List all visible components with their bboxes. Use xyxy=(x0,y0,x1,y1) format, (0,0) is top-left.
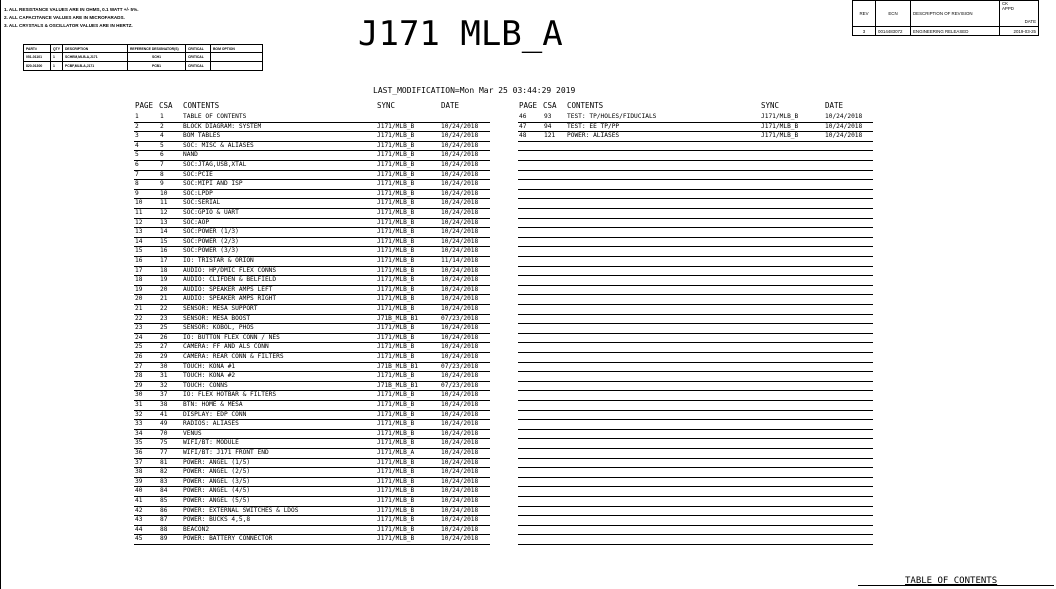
toc-cell-contents: SOC:AOP xyxy=(183,218,210,226)
parts-header-description: DESCRIPTION xyxy=(62,45,127,53)
toc-cell-sync: J171/MLB_B xyxy=(377,439,415,447)
toc-cell-contents: TEST: EE TP/PP xyxy=(567,122,620,130)
toc-cell-sync: J171/MLB_B xyxy=(377,468,415,476)
toc-cell-sync: J171/MLB_B xyxy=(377,141,415,149)
toc-cell-page: 24 xyxy=(135,333,143,341)
toc-cell-page: 47 xyxy=(519,122,527,130)
rev-header-date: DATE xyxy=(1024,19,1036,24)
toc-cell-csa: 81 xyxy=(160,458,168,466)
toc-cell-page: 37 xyxy=(135,458,143,466)
toc-cell-page: 33 xyxy=(135,420,143,428)
toc-cell-contents: POWER: ANGEL (1/5) xyxy=(183,458,251,466)
toc-cell-sync: J171/MLB_B xyxy=(377,497,415,504)
toc-cell-sync: J171/MLB_B xyxy=(377,305,415,312)
toc-cell-csa: 27 xyxy=(160,343,168,351)
footer-line xyxy=(858,585,1054,586)
toc-cell-sync: J171/MLB_B xyxy=(377,353,415,360)
toc-cell-date: 10/24/2018 xyxy=(441,266,479,274)
toc-cell-sync: J171/MLB_B xyxy=(377,333,415,341)
toc-cell-page: 14 xyxy=(135,237,143,245)
toc-cell-csa: 89 xyxy=(160,535,168,543)
toc-cell-sync: J171/MLB_B xyxy=(377,391,415,399)
toc-cell-date: 10/24/2018 xyxy=(441,497,479,504)
toc-cell-csa: 12 xyxy=(160,209,168,216)
toc-cell-csa: 77 xyxy=(160,449,168,456)
table-row xyxy=(518,534,873,545)
toc-cell-page: 36 xyxy=(135,449,143,456)
toc-cell-csa: 21 xyxy=(160,295,168,303)
general-notes xyxy=(4,6,138,30)
toc-cell-csa: 88 xyxy=(160,525,168,533)
toc-cell-contents: IO: BUTTON FLEX CONN / NES xyxy=(183,333,280,341)
toc-cell-contents: POWER: ALIASES xyxy=(567,132,620,140)
toc-cell-csa: 9 xyxy=(160,180,164,188)
toc-cell-sync: J71B_MLB_B1 xyxy=(377,314,418,322)
parts-cell xyxy=(210,53,262,62)
toc-cell-contents: SENSOR: MESA SUPPORT xyxy=(183,305,258,312)
sheet-title-table-of-contents: TABLE OF CONTENTS xyxy=(905,576,998,586)
toc-cell-contents: POWER: ANGEL (2/5) xyxy=(183,468,251,476)
toc-cell-contents: POWER: BUCKS 4,5,8 xyxy=(183,516,251,524)
parts-cell: SCHEM,MLB-A,J171 xyxy=(62,53,127,62)
rev-cell-date-value: 2019-03-25 xyxy=(1013,28,1036,34)
toc-cell-date: 10/24/2018 xyxy=(441,189,479,197)
toc-cell-page: 17 xyxy=(135,266,143,274)
parts-cell: 1 xyxy=(51,62,63,71)
toc-left-header-csa: CSA xyxy=(159,101,173,110)
toc-cell-sync: J171/MLB_B xyxy=(377,180,415,188)
toc-cell-contents: CAMERA: FF AND ALS CONN xyxy=(183,343,269,351)
toc-right-header-csa: CSA xyxy=(543,101,557,110)
toc-cell-contents: POWER: ANGEL (4/5) xyxy=(183,487,251,495)
revision-row xyxy=(853,27,1039,36)
toc-cell-csa: 87 xyxy=(160,516,168,524)
toc-cell-page: 45 xyxy=(135,535,143,543)
toc-cell-sync: J171/MLB_B xyxy=(377,199,415,207)
toc-cell-date: 10/24/2018 xyxy=(441,228,479,236)
parts-cell: CRITICAL xyxy=(185,62,210,71)
parts-cell: CRITICAL xyxy=(185,53,210,62)
parts-header-part: PART# xyxy=(24,45,51,53)
toc-cell-contents: SOC:SERIAL xyxy=(183,199,221,207)
toc-cell-page: 29 xyxy=(135,381,143,389)
toc-cell-sync: J171/MLB_B xyxy=(377,189,415,197)
toc-cell-page: 16 xyxy=(135,257,143,264)
parts-table xyxy=(23,44,263,71)
table-row xyxy=(134,534,490,545)
toc-cell-sync: J71B_MLB_B1 xyxy=(377,362,418,370)
toc-cell-csa: 85 xyxy=(160,497,168,504)
toc-cell-csa: 13 xyxy=(160,218,168,226)
toc-cell-page: 41 xyxy=(135,497,143,504)
toc-cell-contents: BLOCK DIAGRAM: SYSTEM xyxy=(183,122,262,130)
toc-cell-date: 10/24/2018 xyxy=(441,487,479,495)
toc-cell-date: 10/24/2018 xyxy=(825,132,863,140)
toc-cell-date: 10/24/2018 xyxy=(441,141,479,149)
toc-cell-sync: J171/MLB_B xyxy=(377,170,415,178)
toc-cell-page: 27 xyxy=(135,362,143,370)
schematic-title: J171 MLB_A xyxy=(358,14,563,54)
toc-cell-date: 10/24/2018 xyxy=(441,525,479,533)
toc-cell-csa: 84 xyxy=(160,487,168,495)
toc-cell-contents: SOC:PCIE xyxy=(183,170,213,178)
toc-cell-contents: SOC: MISC & ALIASES xyxy=(183,141,254,149)
toc-cell-contents: TOUCH: KONA #1 xyxy=(183,362,236,370)
toc-right-header-date: DATE xyxy=(825,101,844,110)
rev-header-rev: REV xyxy=(853,1,876,27)
toc-cell-csa: 94 xyxy=(544,122,552,130)
toc-cell-csa: 19 xyxy=(160,276,168,284)
toc-cell-date: 10/24/2018 xyxy=(441,151,479,159)
toc-cell-csa: 93 xyxy=(544,113,552,120)
toc-cell-date: 10/24/2018 xyxy=(441,468,479,476)
rev-cell-description: ENGINEERING RELEASED xyxy=(911,27,1000,36)
parts-header-qty: QTY xyxy=(51,45,63,53)
toc-cell-csa: 8 xyxy=(160,170,164,178)
toc-cell-contents: NAND xyxy=(183,151,198,159)
toc-cell-page: 20 xyxy=(135,295,143,303)
toc-cell-date: 10/24/2018 xyxy=(441,209,479,216)
toc-left-header-contents: CONTENTS xyxy=(183,101,220,110)
toc-cell-page: 40 xyxy=(135,487,143,495)
toc-cell-date: 10/24/2018 xyxy=(441,401,479,408)
toc-cell-contents: IO: TRISTAR & ORION xyxy=(183,257,254,264)
parts-header-refdes: REFERENCE DESIGNATOR(S) xyxy=(127,45,185,53)
toc-cell-sync: J171/MLB_B xyxy=(377,525,415,533)
toc-cell-sync: J171/MLB_B xyxy=(377,161,415,168)
toc-cell-sync: J171/MLB_B xyxy=(377,324,415,332)
parts-header-critical: CRITICAL xyxy=(185,45,210,53)
toc-right-header-page: PAGE xyxy=(519,101,538,110)
toc-cell-sync: J171/MLB_B xyxy=(377,506,415,514)
toc-cell-csa: 22 xyxy=(160,305,168,312)
toc-cell-page: 1 xyxy=(135,113,139,120)
toc-cell-csa: 16 xyxy=(160,247,168,255)
toc-cell-page: 18 xyxy=(135,276,143,284)
toc-cell-page: 12 xyxy=(135,218,143,226)
toc-cell-csa: 4 xyxy=(160,132,164,140)
toc-cell-date: 10/24/2018 xyxy=(441,132,479,140)
toc-cell-contents: BOM TABLES xyxy=(183,132,221,140)
toc-cell-csa: 70 xyxy=(160,429,168,437)
parts-table-header xyxy=(24,45,263,53)
toc-cell-csa: 86 xyxy=(160,506,168,514)
toc-cell-sync: J171/MLB_B xyxy=(377,257,415,264)
toc-cell-contents: POWER: ANGEL (3/5) xyxy=(183,477,251,485)
toc-cell-date: 10/24/2018 xyxy=(441,276,479,284)
toc-cell-date: 10/24/2018 xyxy=(441,324,479,332)
toc-cell-csa: 31 xyxy=(160,372,168,380)
toc-cell-page: 3 xyxy=(135,132,139,140)
toc-cell-page: 2 xyxy=(135,122,139,130)
toc-cell-csa: 15 xyxy=(160,237,168,245)
toc-cell-contents: IO: FLEX HOTBAR & FILTERS xyxy=(183,391,277,399)
toc-cell-csa: 17 xyxy=(160,257,168,264)
last-modification: LAST_MODIFICATION=Mon Mar 25 03:44:29 2019 xyxy=(373,86,576,95)
toc-cell-date: 11/14/2018 xyxy=(441,257,479,264)
toc-cell-sync: J171/MLB_A xyxy=(377,449,415,456)
toc-cell-date: 10/24/2018 xyxy=(441,506,479,514)
toc-left-column xyxy=(134,101,490,546)
parts-cell: PCBF,MLB-A,J171 xyxy=(62,62,127,71)
toc-cell-sync: J171/MLB_B xyxy=(377,420,415,428)
toc-left-header-date: DATE xyxy=(441,101,460,110)
toc-cell-sync: J171/MLB_B xyxy=(377,247,415,255)
toc-cell-contents: WIFI/BT: J171 FRONT END xyxy=(183,449,269,456)
toc-cell-date: 10/24/2018 xyxy=(441,295,479,303)
toc-cell-date: 10/24/2018 xyxy=(441,170,479,178)
right-border-line xyxy=(0,0,1,589)
toc-cell-csa: 83 xyxy=(160,477,168,485)
toc-cell-date: 10/24/2018 xyxy=(441,458,479,466)
toc-cell-page: 23 xyxy=(135,324,143,332)
toc-cell-sync: J171/MLB_B xyxy=(377,458,415,466)
toc-cell-page: 39 xyxy=(135,477,143,485)
toc-cell-sync: J171/MLB_B xyxy=(377,535,415,543)
toc-cell-csa: 1 xyxy=(160,113,164,120)
toc-cell-page: 42 xyxy=(135,506,143,514)
toc-right-header-contents: CONTENTS xyxy=(567,101,604,110)
toc-cell-sync: J171/MLB_B xyxy=(377,151,415,159)
toc-cell-contents: AUDIO: SPEAKER AMPS LEFT xyxy=(183,285,273,293)
toc-cell-csa: 7 xyxy=(160,161,164,168)
note-2: 2. ALL CAPACITANCE VALUES ARE IN MICROFARADS. xyxy=(4,15,125,20)
revision-block xyxy=(852,0,1039,36)
toc-cell-csa: 5 xyxy=(160,141,164,149)
toc-cell-contents: DISPLAY: EDP CONN xyxy=(183,410,247,418)
toc-cell-page: 46 xyxy=(519,113,527,120)
toc-cell-contents: BTN: HOME & MESA xyxy=(183,401,243,408)
toc-cell-date: 10/24/2018 xyxy=(441,161,479,168)
toc-cell-page: 48 xyxy=(519,132,527,140)
revision-header xyxy=(853,1,1039,27)
toc-cell-contents: SENSOR: MESA BOOST xyxy=(183,314,251,322)
toc-cell-page: 26 xyxy=(135,353,143,360)
rev-header-ck-appd xyxy=(1000,1,1039,27)
toc-cell-csa: 30 xyxy=(160,362,168,370)
toc-cell-page: 19 xyxy=(135,285,143,293)
toc-cell-csa: 11 xyxy=(160,199,168,207)
toc-cell-sync: J171/MLB_B xyxy=(377,122,415,130)
parts-cell: SCH1 xyxy=(127,53,185,62)
toc-cell-csa: 82 xyxy=(160,468,168,476)
toc-cell-csa: 14 xyxy=(160,228,168,236)
toc-cell-sync: J171/MLB_B xyxy=(761,122,799,130)
toc-cell-csa: 18 xyxy=(160,266,168,274)
toc-cell-contents: AUDIO: CLIFDEN & BELFIELD xyxy=(183,276,277,284)
toc-left-header-sync: SYNC xyxy=(377,101,396,110)
toc-cell-date: 10/24/2018 xyxy=(441,449,479,456)
toc-cell-sync: J171/MLB_B xyxy=(377,209,415,216)
rev-header-description: DESCRIPTION OF REVISION xyxy=(911,1,1000,27)
toc-cell-date: 10/24/2018 xyxy=(441,305,479,312)
toc-cell-date: 10/24/2018 xyxy=(441,429,479,437)
toc-cell-date: 10/24/2018 xyxy=(441,285,479,293)
note-3: 3. ALL CRYSTALS & OSCILLATOR VALUES ARE IN HERTZ. xyxy=(4,23,133,28)
toc-cell-page: 34 xyxy=(135,429,143,437)
toc-cell-csa: 38 xyxy=(160,401,168,408)
toc-cell-date: 10/24/2018 xyxy=(441,420,479,428)
toc-cell-sync: J171/MLB_B xyxy=(377,410,415,418)
toc-cell-contents: AUDIO: SPEAKER AMPS RIGHT xyxy=(183,295,277,303)
toc-cell-csa: 32 xyxy=(160,381,168,389)
toc-cell-contents: AUDIO: HP/DMIC FLEX CONNS xyxy=(183,266,277,274)
toc-cell-contents: VENUS xyxy=(183,429,202,437)
toc-cell-contents: SOC:POWER (3/3) xyxy=(183,247,239,255)
toc-cell-sync: J171/MLB_B xyxy=(377,295,415,303)
toc-cell-page: 32 xyxy=(135,410,143,418)
toc-cell-page: 30 xyxy=(135,391,143,399)
toc-cell-page: 25 xyxy=(135,343,143,351)
toc-cell-csa: 49 xyxy=(160,420,168,428)
rev-cell-date xyxy=(1000,27,1039,36)
toc-cell-csa: 25 xyxy=(160,324,168,332)
toc-cell-contents: SOC:GPIO & UART xyxy=(183,209,239,216)
toc-right-column xyxy=(518,101,873,546)
toc-cell-csa: 2 xyxy=(160,122,164,130)
toc-cell-date: 10/24/2018 xyxy=(441,122,479,130)
note-1: 1. ALL RESISTANCE VALUES ARE IN OHMS, 0.1 WATT +/- 5%. xyxy=(4,7,139,12)
toc-cell-contents: CAMERA: REAR CONN & FILTERS xyxy=(183,353,284,360)
toc-cell-page: 21 xyxy=(135,305,143,312)
toc-cell-page: 15 xyxy=(135,247,143,255)
toc-cell-sync: J171/MLB_B xyxy=(377,237,415,245)
toc-cell-date: 10/24/2018 xyxy=(441,439,479,447)
toc-cell-sync: J171/MLB_B xyxy=(377,401,415,408)
toc-cell-csa: 6 xyxy=(160,151,164,159)
toc-right-header-sync: SYNC xyxy=(761,101,780,110)
toc-cell-contents: SOC:LPDP xyxy=(183,189,213,197)
toc-cell-sync: J71B_MLB_B1 xyxy=(377,381,418,389)
toc-cell-contents: TABLE OF CONTENTS xyxy=(183,113,247,120)
toc-cell-date: 10/24/2018 xyxy=(441,333,479,341)
toc-cell-date: 07/23/2018 xyxy=(441,362,479,370)
toc-cell-contents: SOC:JTAG,USB,XTAL xyxy=(183,161,247,168)
toc-cell-date: 10/24/2018 xyxy=(441,516,479,524)
toc-cell-csa: 75 xyxy=(160,439,168,447)
toc-cell-date: 10/24/2018 xyxy=(441,477,479,485)
toc-cell-contents: SOC:POWER (1/3) xyxy=(183,228,239,236)
rev-header-ckappd-label: CK APPD xyxy=(1002,1,1014,11)
toc-cell-page: 31 xyxy=(135,401,143,408)
toc-cell-page: 11 xyxy=(135,209,143,216)
toc-cell-csa: 41 xyxy=(160,410,168,418)
toc-cell-date: 10/24/2018 xyxy=(825,122,863,130)
toc-cell-page: 5 xyxy=(135,151,139,159)
toc-cell-contents: POWER: ANGEL (5/5) xyxy=(183,497,251,504)
toc-cell-sync: J171/MLB_B xyxy=(377,218,415,226)
toc-cell-date: 07/23/2018 xyxy=(441,314,479,322)
toc-cell-sync: J171/MLB_B xyxy=(761,113,799,120)
parts-row xyxy=(24,53,263,62)
toc-cell-page: 8 xyxy=(135,180,139,188)
toc-cell-sync: J171/MLB_B xyxy=(761,132,799,140)
toc-cell-sync: J171/MLB_B xyxy=(377,276,415,284)
toc-cell-sync: J171/MLB_B xyxy=(377,429,415,437)
toc-cell-date: 10/24/2018 xyxy=(441,353,479,360)
parts-header-bom-option: BOM OPTION xyxy=(210,45,262,53)
toc-cell-contents: SENSOR: KOBOL, PHOS xyxy=(183,324,254,332)
toc-cell-page: 43 xyxy=(135,516,143,524)
toc-cell-date: 10/24/2018 xyxy=(441,247,479,255)
toc-cell-date: 10/24/2018 xyxy=(441,535,479,543)
toc-cell-contents: SOC:POWER (2/3) xyxy=(183,237,239,245)
toc-cell-csa: 20 xyxy=(160,285,168,293)
toc-cell-date: 10/24/2018 xyxy=(441,391,479,399)
parts-cell: 820-01300 xyxy=(24,62,51,71)
toc-cell-sync: J171/MLB_B xyxy=(377,477,415,485)
toc-left-header-page: PAGE xyxy=(135,101,154,110)
toc-cell-csa: 26 xyxy=(160,333,168,341)
rev-header-ecn: ECN xyxy=(876,1,911,27)
parts-cell: PCB1 xyxy=(127,62,185,71)
toc-cell-page: 22 xyxy=(135,314,143,322)
toc-cell-csa: 37 xyxy=(160,391,168,399)
toc-cell-page: 7 xyxy=(135,170,139,178)
toc-cell-contents: TEST: TP/HOLES/FIDUCIALS xyxy=(567,113,657,120)
toc-cell-sync: J171/MLB_B xyxy=(377,285,415,293)
toc-cell-sync: J171/MLB_B xyxy=(377,343,415,351)
toc-cell-page: 28 xyxy=(135,372,143,380)
toc-cell-page: 6 xyxy=(135,161,139,168)
rev-cell-ecn: 0014483072 xyxy=(876,27,911,36)
toc-cell-page: 38 xyxy=(135,468,143,476)
toc-cell-sync: J171/MLB_B xyxy=(377,266,415,274)
toc-cell-contents: BEACON2 xyxy=(183,525,210,533)
toc-cell-sync: J171/MLB_B xyxy=(377,372,415,380)
toc-cell-sync: J171/MLB_B xyxy=(377,516,415,524)
toc-cell-csa: 10 xyxy=(160,189,168,197)
toc-cell-sync: J171/MLB_B xyxy=(377,487,415,495)
toc-cell-contents: WIFI/BT: MODULE xyxy=(183,439,239,447)
toc-cell-page: 9 xyxy=(135,189,139,197)
rev-cell-rev: 3 xyxy=(853,27,876,36)
toc-cell-csa: 29 xyxy=(160,353,168,360)
toc-cell-date: 10/24/2018 xyxy=(441,372,479,380)
toc-cell-date: 10/24/2018 xyxy=(441,180,479,188)
toc-cell-csa: 23 xyxy=(160,314,168,322)
toc-cell-date: 10/24/2018 xyxy=(441,410,479,418)
toc-cell-date: 10/24/2018 xyxy=(825,113,863,120)
toc-cell-csa: 121 xyxy=(544,132,556,140)
toc-cell-page: 13 xyxy=(135,228,143,236)
parts-cell xyxy=(210,62,262,71)
parts-cell: 051-01101 xyxy=(24,53,51,62)
toc-cell-contents: TOUCH: KONA #2 xyxy=(183,372,236,380)
toc-cell-page: 35 xyxy=(135,439,143,447)
toc-cell-contents: RADIOS: ALIASES xyxy=(183,420,239,428)
toc-cell-contents: POWER: BATTERY CONNECTOR xyxy=(183,535,273,543)
parts-cell: 1 xyxy=(51,53,63,62)
toc-cell-sync: J171/MLB_B xyxy=(377,132,415,140)
toc-cell-date: 10/24/2018 xyxy=(441,199,479,207)
toc-cell-page: 4 xyxy=(135,141,139,149)
toc-cell-contents: TOUCH: CONNS xyxy=(183,381,228,389)
toc-cell-date: 10/24/2018 xyxy=(441,218,479,226)
toc-cell-contents: POWER: EXTERNAL SWITCHES & LDOS xyxy=(183,506,299,514)
toc-cell-date: 10/24/2018 xyxy=(441,237,479,245)
toc-cell-sync: J171/MLB_B xyxy=(377,228,415,236)
toc-cell-date: 10/24/2018 xyxy=(441,343,479,351)
toc-cell-page: 10 xyxy=(135,199,143,207)
parts-row xyxy=(24,62,263,71)
toc-cell-page: 44 xyxy=(135,525,143,533)
toc-cell-date: 07/23/2018 xyxy=(441,381,479,389)
toc-cell-contents: SOC:MIPI AND ISP xyxy=(183,180,243,188)
